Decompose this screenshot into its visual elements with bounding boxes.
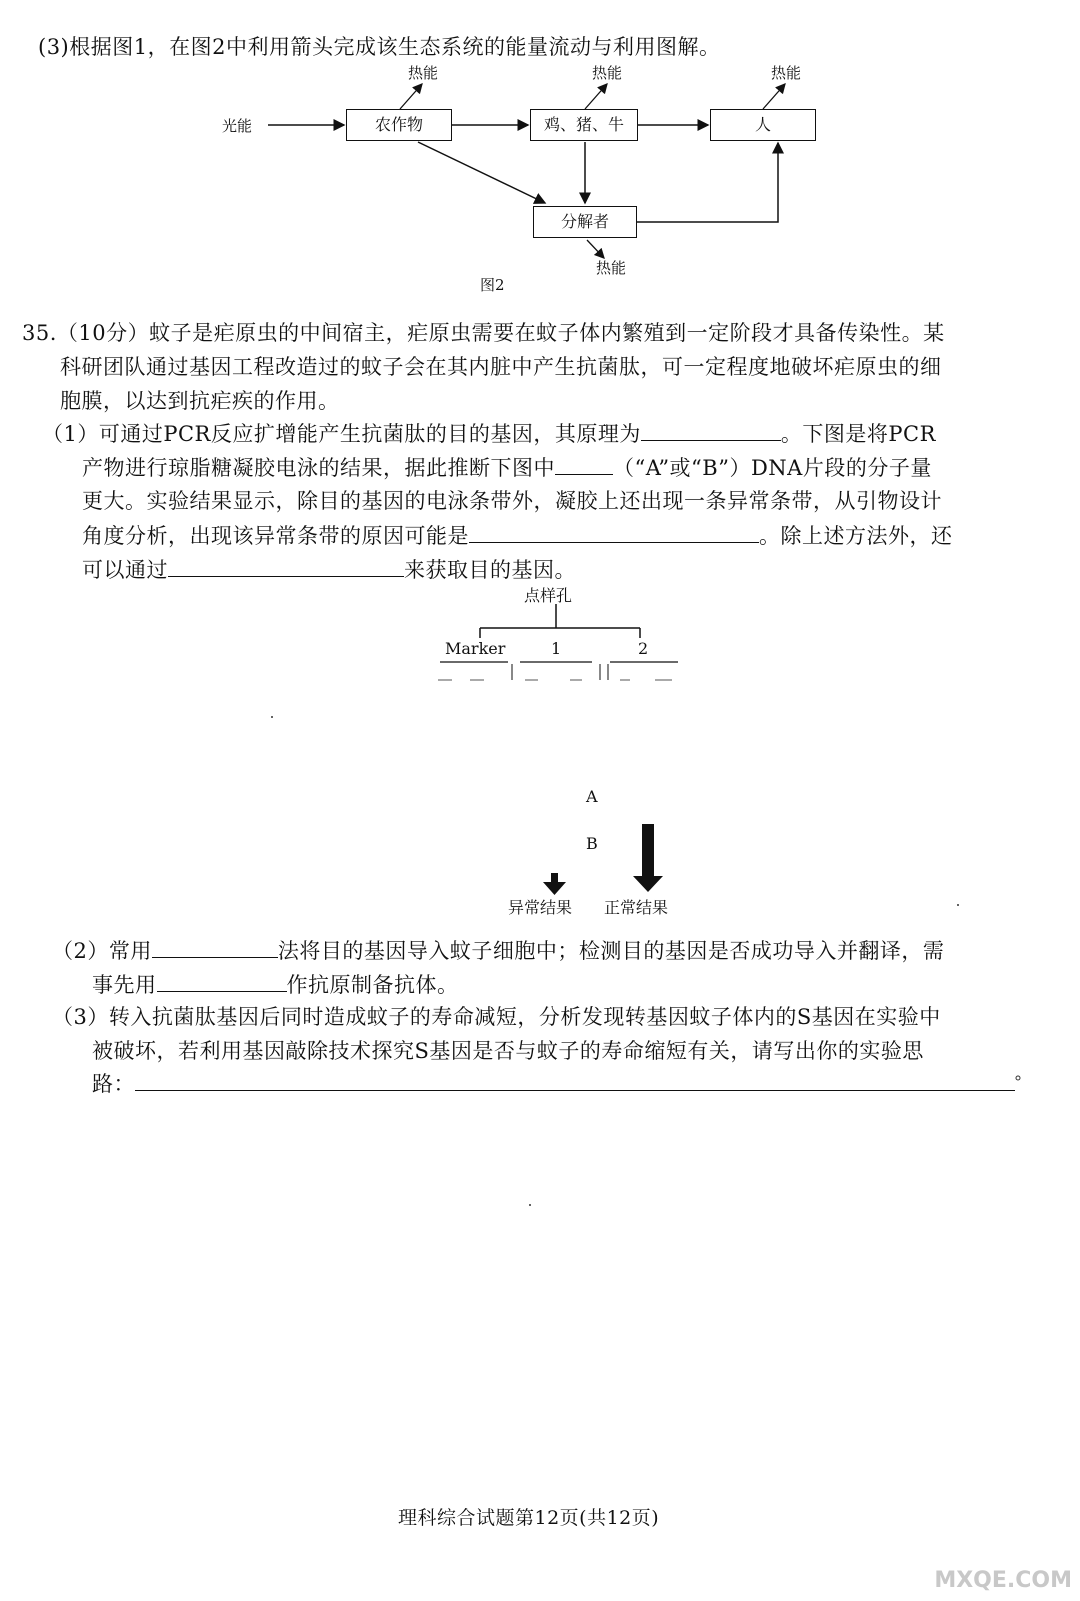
heat-label-decomposer: 热能	[596, 259, 627, 277]
livestock-box: 鸡、猪、牛	[530, 109, 638, 141]
q35-part1-line4: 角度分析，出现该异常条带的原因可能是 。除上述方法外，还	[82, 520, 953, 551]
q35-part2-line1: （2）常用 法将目的基因导入蚊子细胞中；检测目的基因是否成功导入并翻译，需	[52, 935, 944, 966]
q35-part3-line1: （3）转入抗菌肽基因后同时造成蚊子的寿命减短，分析发现转基因蚊子体内的S基因在实验中	[52, 1005, 941, 1029]
abnormal-result-label: 异常结果	[508, 898, 573, 917]
decomposer-box: 分解者	[533, 206, 637, 238]
figure-caption: 图2	[480, 276, 505, 294]
q35-part2-line2: 事先用 作抗原制备抗体。	[92, 969, 459, 1000]
lane-1-label: 1	[551, 639, 562, 658]
answer-blank-pcr-principle[interactable]	[641, 418, 781, 441]
answer-blank-abnormal-band-reason[interactable]	[469, 520, 759, 543]
q35-intro-line2: 科研团队通过基因工程改造过的蚊子会在其内脏中产生抗菌肽，可一定程度地破坏疟原虫的细	[60, 355, 942, 379]
heat-label-livestock: 热能	[592, 64, 623, 82]
lane-2-label: 2	[638, 639, 649, 658]
answer-blank-larger-fragment[interactable]	[555, 452, 613, 475]
q35-part1-line1: （1）可通过PCR反应扩增能产生抗菌肽的目的基因，其原理为 。下图是将PCR	[42, 418, 936, 449]
answer-blank-other-method[interactable]	[168, 554, 404, 577]
q35-part1-line2: 产物进行琼脂糖凝胶电泳的结果，据此推断下图中 （“A”或“B”）DNA片段的分子量	[82, 452, 932, 483]
human-box: 人	[710, 109, 816, 141]
normal-result-label: 正常结果	[604, 898, 669, 917]
q35-intro-line1: 35.（10分）蚊子是疟原虫的中间宿主，疟原虫需要在蚊子体内繁殖到一定阶段才具备传染性。某	[22, 321, 945, 345]
watermark: MXQE.COM	[934, 1568, 1072, 1593]
lane-marker-label: Marker	[445, 639, 506, 658]
q35-part3-line3: 路：	[92, 1068, 1015, 1099]
crops-box: 农作物	[346, 109, 452, 141]
q35-part1-line5: 可以通过 来获取目的基因。	[82, 554, 576, 585]
page-footer: 理科综合试题第12页(共12页)	[398, 1507, 660, 1529]
answer-blank-gene-delivery-method[interactable]	[152, 935, 278, 958]
answer-blank-antigen[interactable]	[157, 969, 287, 992]
q3-prompt: (3)根据图1，在图2中利用箭头完成该生态系统的能量流动与利用图解。	[38, 35, 721, 59]
answer-blank-experiment-design[interactable]	[135, 1068, 1015, 1091]
well-label: 点样孔	[524, 586, 573, 605]
light-energy-label: 光能	[222, 117, 253, 135]
q35-part1-line3: 更大。实验结果显示，除目的基因的电泳条带外，凝胶上还出现一条异常条带，从引物设计	[82, 489, 942, 513]
band-a-label: A	[586, 787, 598, 806]
band-b-label: B	[586, 834, 598, 853]
heat-label-crops: 热能	[408, 64, 439, 82]
q35-part3-line2: 被破坏，若利用基因敲除技术探究S基因是否与蚊子的寿命缩短有关，请写出你的实验思	[92, 1039, 924, 1063]
heat-label-human: 热能	[771, 64, 802, 82]
q35-intro-line3: 胞膜，以达到抗疟疾的作用。	[60, 389, 340, 413]
